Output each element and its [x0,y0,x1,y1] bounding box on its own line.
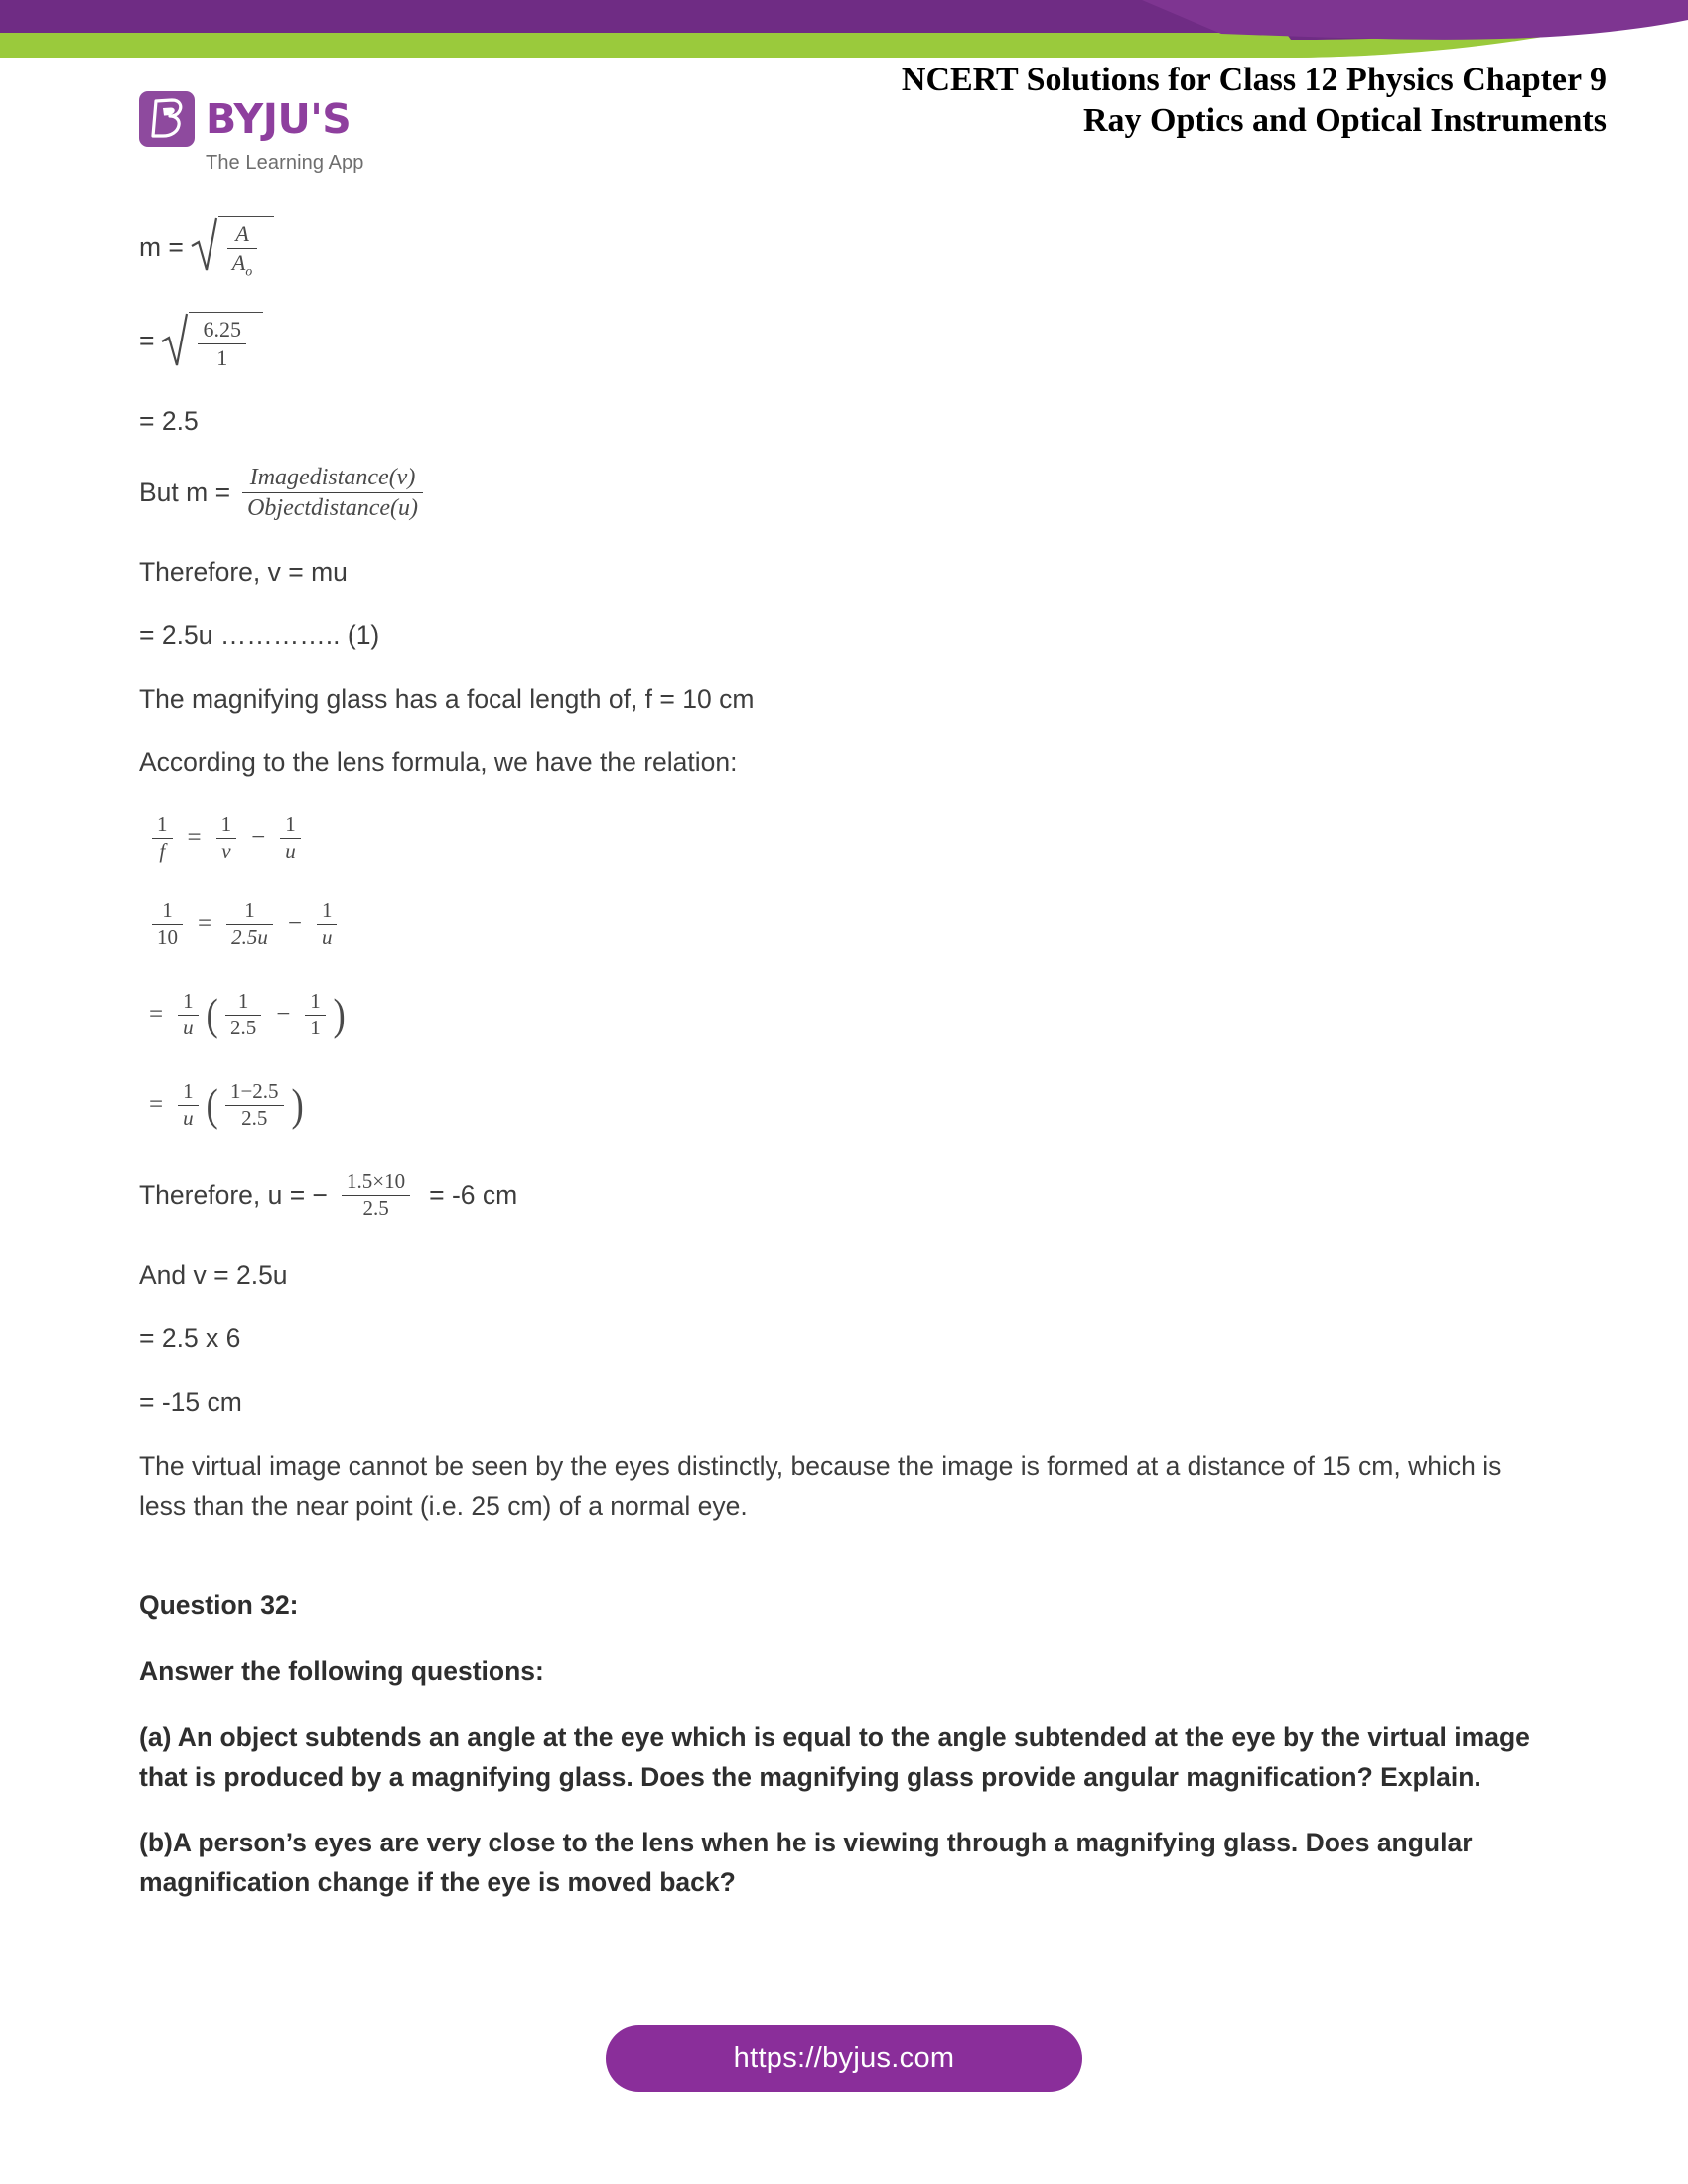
green-band-rect [0,36,1281,58]
purple-band-rect [0,0,1291,33]
close-paren: ) [291,1078,304,1130]
fraction-1-5x10-over-2-5 [342,1170,410,1221]
radical-icon [190,216,219,274]
sqrt-group [190,216,274,278]
line-v-result: = -15 cm [139,1387,242,1418]
fraction-numerator: 1 [162,897,173,922]
page-title-line-1: NCERT Solutions for Class 12 Physics Chapter 9 [901,62,1607,98]
minus-sign: − [251,824,266,852]
fraction-1-over-u-outer [178,990,199,1040]
equation-u-result [139,1170,1549,1221]
fraction-numerator: 1 [244,897,255,922]
fraction-625-over-1 [198,318,246,370]
line-focal-length: The magnifying glass has a focal length of, f = 10 cm [139,684,755,715]
page-title [437,60,1618,142]
u-result-prefix: Therefore, u = − [139,1179,329,1210]
fraction-denominator: Objectdistance(u) [247,494,418,521]
fraction-image-over-object [242,465,423,522]
fraction-1-over-10 [152,899,183,950]
equation-lens-substituted [139,899,1549,950]
fraction-numerator: Imagedistance(v) [249,464,416,490]
question-subheading: Answer the following questions: [139,1656,544,1687]
purple-overlay [1142,0,1688,40]
fraction-denominator: 2.5u [231,925,268,950]
minus-sign: − [287,910,302,938]
fraction-denominator: f [159,839,166,864]
close-paren: ) [333,988,346,1039]
fraction-denominator: u [285,839,296,864]
byjus-url-button[interactable]: https://byjus.com [606,2025,1082,2092]
equals-sign: = [187,824,202,852]
document-content [139,216,1549,1927]
but-m-label: But m = [139,478,231,508]
fraction-numerator: 1 [157,811,168,836]
equation-m-sqrt [139,216,1549,278]
open-paren: ( [206,1078,218,1130]
fraction-denominator: 2.5 [229,1016,257,1040]
fraction-denominator: 2.5 [362,1196,389,1221]
fraction-numerator: 1−2.5 [229,1078,279,1103]
equation-m-label: m = [139,231,184,262]
page-title-line-2: Ray Optics and Optical Instruments [1082,102,1607,140]
fraction-numerator: 1 [285,811,296,836]
fraction-1-over-u-outer [178,1080,199,1131]
page-header [0,60,1688,174]
fraction-denominator: v [221,839,231,864]
equation-factored [139,990,1549,1040]
question-part-a: (a) An object subtends an angle at the eye which is equal to the angle subtended at the eye by the virtual image that is produced by a magnifying glass. Does the magnifying glass provide angular magnification? Explain. [139,1721,1530,1792]
fraction-denominator: 10 [157,925,178,950]
byjus-b-mark-icon [139,91,195,147]
radical-icon [160,312,190,369]
sqrt-group-2 [160,312,263,370]
line-v-calc: = 2.5 x 6 [139,1323,241,1354]
paragraph-virtual-image: The virtual image cannot be seen by the eyes distinctly, because the image is formed at a distance of 15 cm, which is less than the near point (i.e. 25 cm) of a normal eye. [139,1450,1502,1521]
fraction-numerator: 1 [183,1078,194,1103]
logo-tagline: The Learning App [206,152,364,174]
fraction-1-over-f [152,813,173,864]
fraction-A-over-A0 [227,222,257,278]
fraction-bar [242,492,423,493]
equals-sign: = [149,1001,164,1028]
equals-sign: = [198,910,212,938]
u-result-suffix: = -6 cm [429,1179,518,1210]
sqrt-radicand [218,216,274,278]
logo-row [139,91,437,147]
equation-lens-formula [139,813,1549,864]
green-band-curve [1281,0,1688,58]
fraction-numerator: 1 [220,811,232,836]
line-and-v: And v = 2.5u [139,1259,288,1290]
question-heading: Question 32: [139,1590,299,1621]
equation-combined [139,1080,1549,1131]
minus-sign: − [276,1001,291,1028]
fraction-denominator: $A_o$ [231,249,253,279]
equation-but-m [139,465,1549,522]
purple-band-curve [1291,0,1688,33]
fraction-numerator: 1 [237,988,249,1013]
open-paren: ( [206,988,218,1039]
equation-sqrt-625 [139,312,1549,370]
fraction-1minus2-5-over-2-5 [225,1080,284,1131]
green-band [0,0,1688,58]
fraction-denominator: 1 [310,1016,321,1040]
fraction-1-over-1 [305,990,326,1040]
fraction-numerator: A [235,221,249,246]
fraction-denominator: u [183,1106,194,1131]
line-lens-formula-intro: According to the lens formula, we have the relation: [139,748,738,778]
equals-sign: = [139,326,155,356]
fraction-numerator: 1.5×10 [347,1168,406,1193]
fraction-1-over-u [317,899,338,950]
fraction-1-over-u [280,813,301,864]
logo-brand-text: BYJU'S [206,94,352,143]
line-m-value: = 2.5 [139,405,199,436]
fraction-numerator: 1 [183,988,194,1013]
fraction-denominator: 2.5 [241,1106,268,1131]
page-footer [0,2025,1688,2092]
sqrt-radicand-2 [189,312,263,370]
byjus-logo [139,60,437,175]
fraction-denominator: 1 [216,344,228,370]
line-2-5u: = 2.5u ………….. (1) [139,619,380,650]
fraction-1-over-2-5u [226,899,273,950]
question-part-b: (b)A person’s eyes are very close to the lens when he is viewing through a magnifying glass. Does angular magnification change if the eye is moved back? [139,1828,1473,1898]
purple-band-sweep [1286,0,1688,40]
fraction-numerator: 1 [310,988,321,1013]
fraction-numerator: 1 [321,897,333,922]
equals-sign: = [149,1091,164,1119]
fraction-denominator: u [183,1016,194,1040]
fraction-1-over-v [216,813,237,864]
fraction-numerator: 6.25 [203,317,241,342]
fraction-1-over-2-5 [225,990,261,1040]
fraction-denominator: u [321,925,333,950]
line-therefore-v: Therefore, v = mu [139,556,348,587]
